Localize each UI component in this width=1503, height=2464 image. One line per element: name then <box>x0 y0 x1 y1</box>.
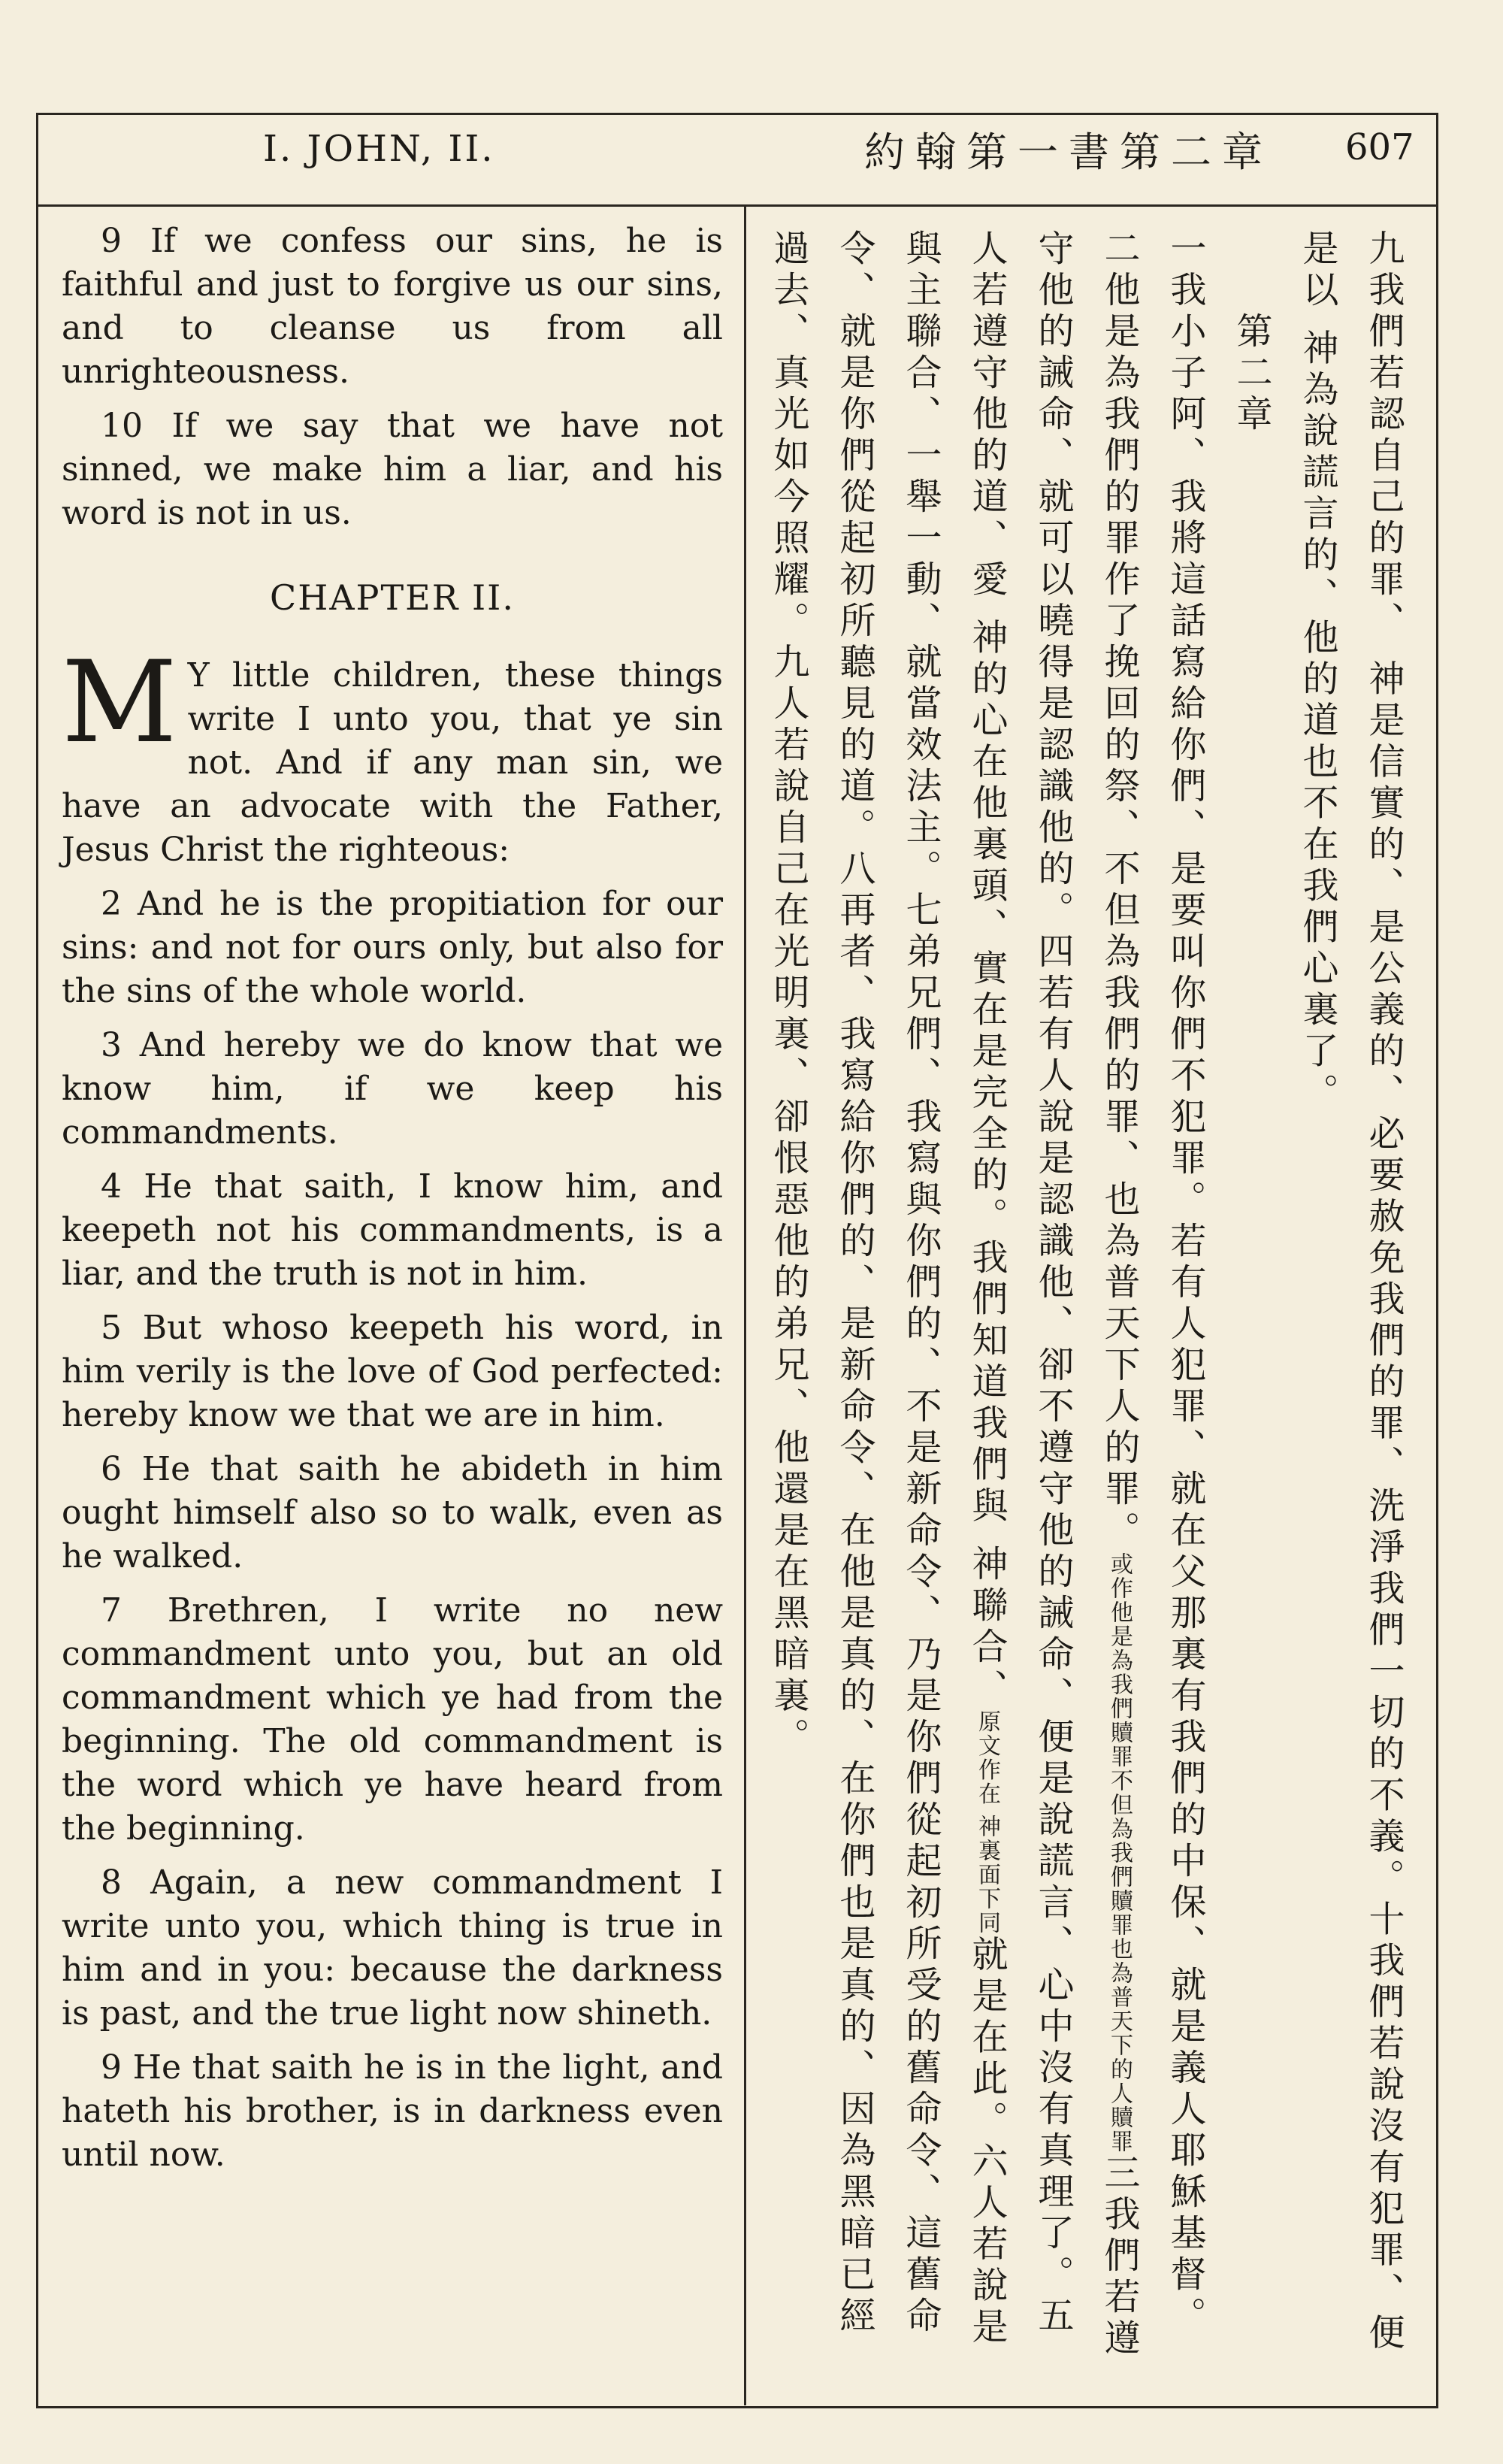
verse-1-10: 10 If we say that we have not sinned, we make him a liar, and his word is not in us. <box>62 407 723 532</box>
verse-2-3: 3 And hereby we do know that we know him, if we keep his commandments. <box>62 1026 723 1152</box>
cjk-verse-1-9: 九我們若認自己的罪、 神是信實的、是公義的、必要赦免我們的罪、洗淨我們一切的不義。 <box>1362 229 1405 1900</box>
chapter-heading: CHAPTER II. <box>270 577 515 618</box>
running-head: I. JOHN, II. <box>263 128 495 170</box>
cjk-verse-2-6: 六人若說是與主聯合、一舉一動、就當效法主。 <box>900 229 1008 2349</box>
cjk-verse-2-2: 二他是為我們的罪作了挽回的祭、不但為我們的罪、也為普天下人的罪。 <box>1098 229 1140 1552</box>
column-divider <box>744 207 746 2405</box>
page-number: 607 <box>1345 126 1414 168</box>
header-rule <box>36 204 1438 207</box>
cjk-verse-2-4: 四若有人說是認識他、卻不遵守他的誡命、便是說謊言、心中沒有真理了。 <box>1032 932 1074 2296</box>
cjk-verse-2-7: 七弟兄們、我寫與你們的、不是新命令、乃是你們從起初所受的舊命令、這舊命令、就是你們從起初所聽見的道。 <box>833 229 942 2338</box>
cjk-verse-2-5b: 就是在此。 <box>966 1935 1008 2142</box>
verse-2-5: 5 But whoso keepeth his word, in him verily is the love of God perfected: hereby know we that we are in him. <box>62 1309 723 1434</box>
verse-2-7: 7 Brethren, I write no new commandment unto you, but an old commandment which ye had from the beginning. The old commandment is the word which ye have heard from the beginning. <box>62 1591 723 1848</box>
verse-2-1 <box>62 637 723 872</box>
cjk-verse-2-1: 一我小子阿、我將這話寫給你們、是要叫你們不犯罪。若有人犯罪、就在父那裏有我們的中保、就是義人耶穌基督。 <box>1164 229 1206 2338</box>
verse-2-9: 9 He that saith he is in the light, and hateth his brother, is in darkness even until now. <box>62 2048 723 2174</box>
verse-2-8: 8 Again, a new commandment I write unto you, which thing is true in him and in you: because the darkness is past, and the true light now shineth. <box>62 1863 723 2033</box>
verse-2-6: 6 He that saith he abideth in him ought himself also so to walk, even as he walked. <box>62 1450 723 1576</box>
cjk-verse-2-8: 八再者、我寫給你們的、是新命令、在他是真的、在你們也是真的、因為黑暗已經過去、真光如今照耀。 <box>767 229 875 2338</box>
cjk-verse-1-10: 十我們若說沒有犯罪、便是以 神為說謊言的、他的道也不在我們心裏了。 <box>1296 229 1405 2355</box>
verse-2-2: 2 And he is the propitiation for our sins: and not for ours only, but also for the sins of the whole world. <box>62 885 723 1010</box>
cjk-running-head: 約翰第一書第二章 <box>864 129 1273 176</box>
cjk-verse-2-2-note: 或作他是為我們贖罪不但為我們贖罪也為普天下的人贖罪 <box>1106 1552 1133 2154</box>
drop-cap: M <box>62 637 177 768</box>
cjk-chapter-heading: 第二章 <box>1230 312 1272 436</box>
english-column <box>62 219 723 2187</box>
chinese-column <box>767 229 1417 2372</box>
verse-1-9: 9 If we confess our sins, he is faithful and just to forgive us our sins, and to cleanse us from all unrighteousness. <box>62 222 723 391</box>
cjk-verse-2-3: 三我們若遵守他的誡命、就可以曉得是認識他的。 <box>1032 229 1140 2360</box>
cjk-verse-2-5-note: 原文作在 神裏面下同 <box>974 1709 1000 1936</box>
cjk-verse-2-9: 九人若說自己在光明裏、卻恨惡他的弟兄、他還是在黑暗裏。 <box>767 643 809 1759</box>
verse-2-1-text: Y little children, these things write I unto you, that ye sin not. And if any man sin, we have an advocate with the Father, Jesus Christ the righteous: <box>62 656 723 869</box>
cjk-verse-2-5: 五人若遵守他的道、愛 神的心在他裏頭、實在是完全的。我們知道我們與 神聯合、 <box>966 229 1074 2338</box>
verse-2-4: 4 He that saith, I know him, and keepeth not his commandments, is a liar, and the truth is not in him. <box>62 1167 723 1293</box>
